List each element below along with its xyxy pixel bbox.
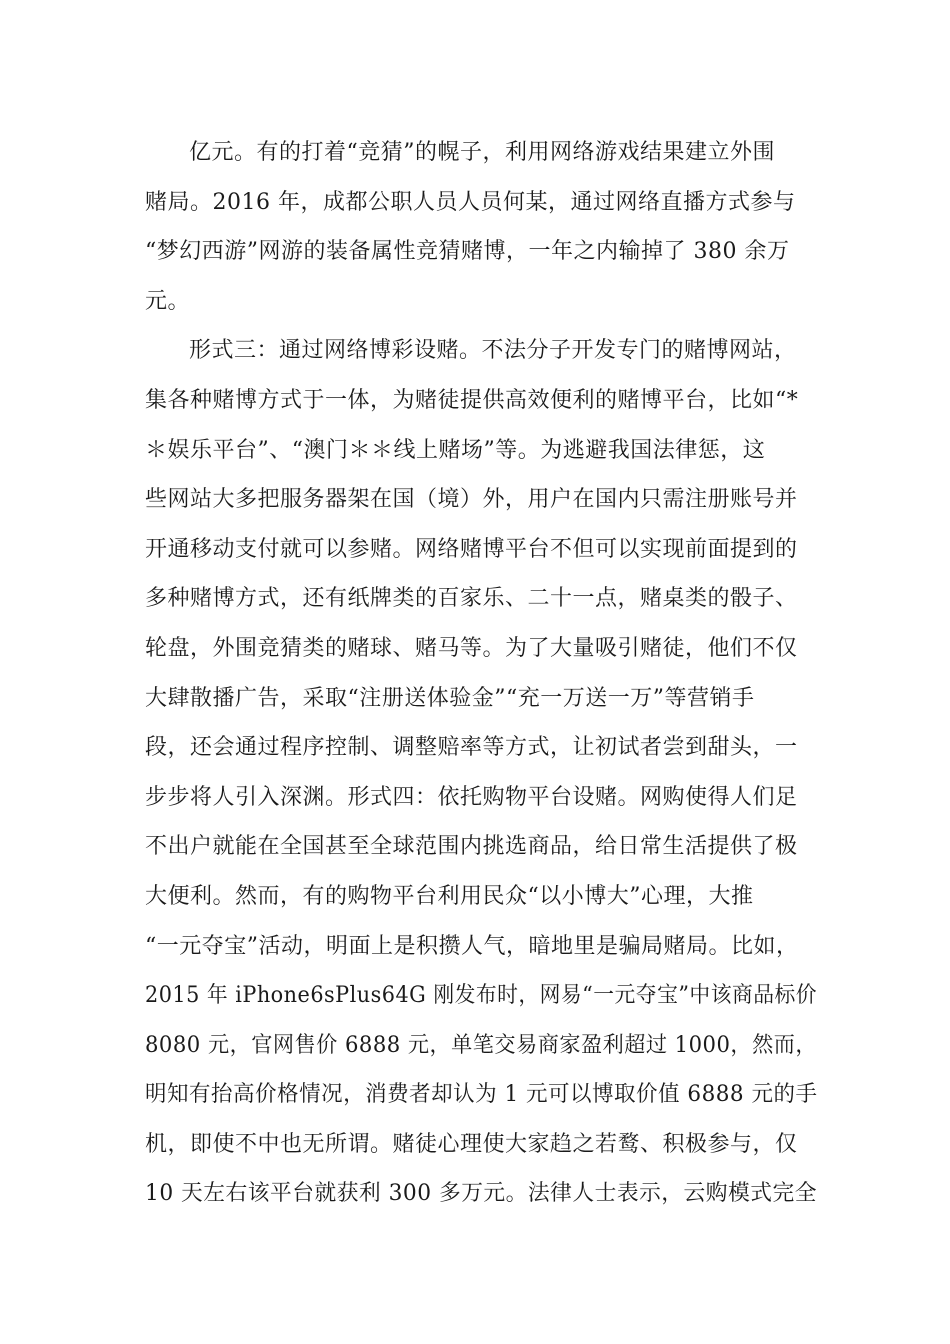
text-line: 大便利。然而，有的购物平台利用民众“以小博大”心理，大推	[145, 883, 754, 909]
text-line: “一元夺宝”活动，明面上是积攒人气，暗地里是骗局赌局。比如，	[145, 933, 799, 959]
text-line: 形式三：通过网络博彩设赌。不法分子开发专门的赌博网站，	[189, 338, 797, 364]
text-line: 步步将人引入深渊。形式四：依托购物平台设赌。网购使得人们足	[145, 784, 798, 810]
text-line: 多种赌博方式，还有纸牌类的百家乐、二十一点，赌桌类的骰子、	[145, 586, 798, 612]
text-line: 段，还会通过程序控制、调整赔率等方式，让初试者尝到甜头，一	[145, 735, 798, 761]
text-line: 明知有抬高价格情况，消费者却认为 1 元可以博取价值 6888 元的手	[145, 1082, 818, 1108]
text-line: 机，即使不中也无所谓。赌徒心理使大家趋之若鹜、积极参与，仅	[145, 1131, 798, 1157]
text-line: ＊娱乐平台”、“澳门＊＊线上赌场”等。为逃避我国法律惩，这	[145, 437, 766, 463]
text-line: 亿元。有的打着“竞猜”的幌子，利用网络游戏结果建立外围	[189, 140, 775, 165]
text-line: 8080 元，官网售价 6888 元，单笔交易商家盈利超过 1000，然而，	[145, 1032, 817, 1058]
text-line: 10 天左右该平台就获利 300 多万元。法律人士表示，云购模式完全	[145, 1181, 817, 1207]
text-line: “梦幻西游”网游的装备属性竞猜赌博，一年之内输掉了 380 余万	[145, 239, 790, 265]
text-line: 元。	[145, 288, 191, 314]
body-text	[145, 128, 817, 1219]
text-line: 大肆散播广告，采取“注册送体验金”“充一万送一万”等营销手	[145, 685, 755, 711]
text-line: 轮盘，外围竞猜类的赌球、赌马等。为了大量吸引赌徒，他们不仅	[145, 635, 798, 661]
text-line: 不出户就能在全国甚至全球范围内挑选商品，给日常生活提供了极	[145, 834, 798, 860]
text-line: 开通移动支付就可以参赌。网络赌博平台不但可以实现前面提到的	[145, 536, 798, 562]
text-line: 些网站大多把服务器架在国（境）外，用户在国内只需注册账号并	[145, 487, 798, 513]
text-line: 集各种赌博方式于一体，为赌徒提供高效便利的赌博平台，比如“*	[145, 387, 799, 413]
text-line: 赌局。2016 年，成都公职人员人员何某，通过网络直播方式参与	[145, 189, 796, 215]
text-line: 2015 年 iPhone6sPlus64G 刚发布时，网易“一元夺宝”中该商品标价	[145, 983, 818, 1009]
